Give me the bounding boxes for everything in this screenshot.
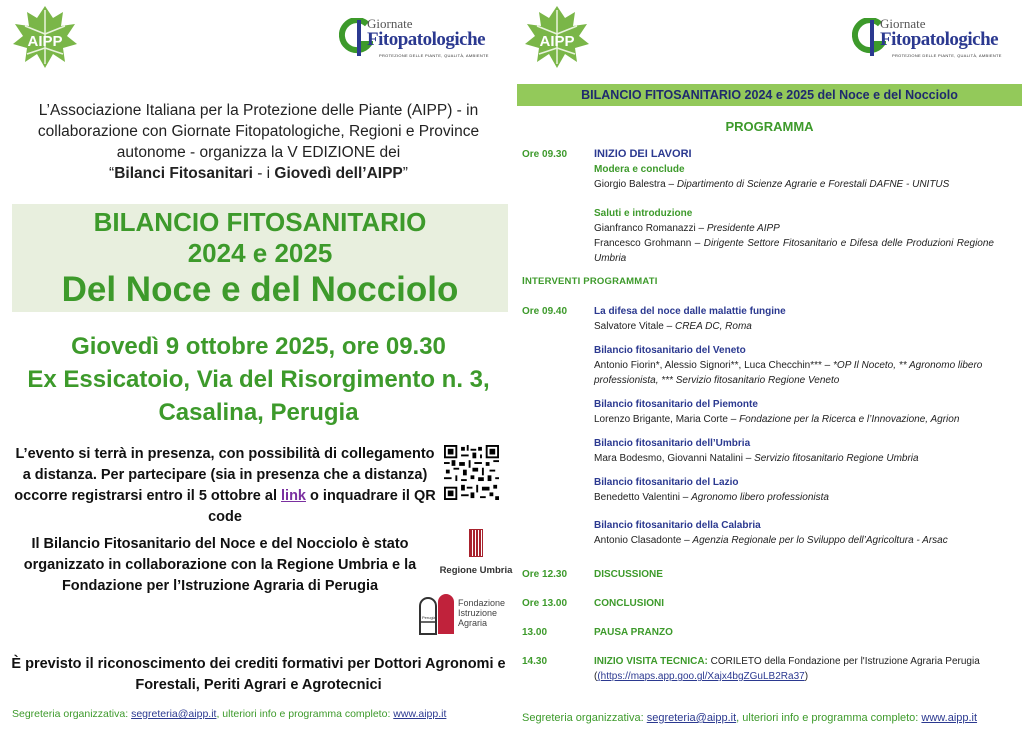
talk-block bbox=[594, 343, 994, 388]
quote-open: “ bbox=[109, 165, 115, 182]
regione-umbria-logo bbox=[436, 529, 516, 579]
gf-logo-tagline-right: PROTEZIONE DELLE PIANTE, QUALITÀ, AMBIENTE bbox=[892, 53, 1002, 58]
gf-logo-tagline: PROTEZIONE DELLE PIANTE, QUALITÀ, AMBIENTE bbox=[379, 53, 489, 58]
visit-text: CORILETO della Fondazione per l'Istruzione Agraria Perugia bbox=[710, 656, 980, 667]
talk-title: La difesa del noce dalle malattie fungine bbox=[594, 306, 786, 317]
talk-title: Bilancio fitosanitario della Calabria bbox=[594, 520, 761, 531]
event-title-line2: 2024 e 2025 bbox=[187, 238, 333, 268]
talk-block bbox=[594, 518, 994, 548]
talk-block bbox=[594, 436, 994, 466]
footer-right-pre: Segreteria organizzativa: bbox=[522, 712, 647, 724]
fondazione-label-line: Agraria bbox=[458, 618, 488, 628]
event-title-box bbox=[12, 204, 508, 312]
series-sep: - i bbox=[252, 165, 275, 182]
greetings-block bbox=[594, 206, 994, 266]
talk-speakers: Benedetto Valentini – Agronomo libero professionista bbox=[594, 492, 829, 503]
intro-line-series bbox=[0, 163, 517, 184]
fondazione-label bbox=[458, 598, 505, 628]
footer-right-site-link[interactable]: www.aipp.it bbox=[921, 712, 978, 724]
lunch-block bbox=[594, 625, 994, 640]
visit-heading: INIZIO VISITA TECNICA: bbox=[594, 656, 711, 667]
footer-left bbox=[12, 708, 446, 720]
aipp-logo bbox=[11, 4, 79, 70]
footer-right-mid: , ulteriori info e programma completo: bbox=[736, 712, 922, 724]
speaker-affiliation: Presidente AIPP bbox=[706, 223, 780, 234]
intro-paragraph bbox=[0, 100, 517, 184]
program-title: PROGRAMMA bbox=[725, 119, 814, 134]
footer-left-mid: , ulteriori info e programma completo: bbox=[216, 708, 394, 720]
registration-text-a: L’evento si terrà in presenza, con possibilità di collegamento a distanza. Per partecipare (sia in presenza che a distanza) occorre registrarsi entro il 5 ottobre al bbox=[14, 446, 435, 504]
greetings-heading: Saluti e introduzione bbox=[594, 208, 693, 219]
conclusions-block bbox=[594, 596, 994, 611]
aipp-logo-text-right: AIPP bbox=[539, 33, 575, 50]
intro-line: L’Associazione Italiana per la Protezione delle Piante (AIPP) - in bbox=[38, 102, 479, 119]
program-banner: BILANCIO FITOSANITARIO 2024 e 2025 del Noce e del Nocciolo bbox=[517, 84, 1022, 106]
time-1300: Ore 13.00 bbox=[522, 598, 568, 609]
regione-umbria-mark-icon bbox=[469, 529, 483, 557]
lunch-heading: PAUSA PRANZO bbox=[594, 627, 673, 638]
aipp-logo-text: AIPP bbox=[27, 33, 63, 50]
footer-left-pre: Segreteria organizzativa: bbox=[12, 708, 132, 720]
speaker-line bbox=[594, 221, 994, 236]
talk-title: Bilancio fitosanitario del Veneto bbox=[594, 345, 746, 356]
time-1300b: 13.00 bbox=[522, 627, 548, 638]
section-heading-interventi: INTERVENTI PROGRAMMATI bbox=[522, 276, 658, 287]
talk-block bbox=[594, 397, 994, 427]
collaboration-text: Il Bilancio Fitosanitario del Noce e del Nocciolo è stato organizzato in collaborazione con la Regione Umbria e la Fondazione per l’Istruzione Agraria di Perugia bbox=[23, 536, 417, 594]
fondazione-label-line: Fondazione bbox=[458, 598, 506, 608]
footer-right-email-link[interactable]: segreteria@aipp.it bbox=[646, 712, 737, 724]
giornate-fitopatologiche-logo bbox=[339, 14, 499, 62]
talk-title: Bilancio fitosanitario del Lazio bbox=[594, 477, 739, 488]
gf-logo-line2: Fitopatologiche bbox=[367, 29, 486, 50]
event-title-line1: BILANCIO FITOSANITARIO bbox=[93, 207, 427, 237]
talk-speakers: Lorenzo Brigante, Maria Corte – Fondazione per la Ricerca e l’Innovazione, Agrion bbox=[594, 414, 960, 425]
gf-logo-line2-right: Fitopatologiche bbox=[880, 29, 999, 50]
talk-title: Bilancio fitosanitario dell’Umbria bbox=[594, 438, 751, 449]
qr-code-icon[interactable] bbox=[444, 445, 499, 500]
time-1230: Ore 12.30 bbox=[522, 569, 568, 580]
regione-umbria-label: Regione Umbria bbox=[439, 565, 513, 576]
fondazione-label-line: Istruzione bbox=[458, 608, 498, 618]
event-title-line3: Del Noce e del Nocciolo bbox=[61, 270, 459, 309]
registration-text-b: o inquadrare il QR code bbox=[208, 488, 436, 525]
fondazione-logo bbox=[416, 590, 516, 640]
visit-map-link[interactable]: (https://maps.app.goo.gl/Xajx4bgZGuLB2Ra37 bbox=[597, 671, 805, 682]
moderator-line bbox=[594, 177, 994, 192]
talk-block bbox=[594, 304, 994, 334]
visit-block bbox=[594, 654, 1014, 684]
opening-heading: INIZIO DEI LAVORI bbox=[594, 148, 692, 160]
time-0940: Ore 09.40 bbox=[522, 306, 568, 317]
registration-link[interactable]: link bbox=[281, 488, 306, 504]
registration-text bbox=[10, 444, 440, 528]
intro-line: autonome - organizza la V EDIZIONE dei bbox=[116, 144, 401, 161]
aipp-logo-right bbox=[523, 4, 591, 70]
giornate-fitopatologiche-logo-right bbox=[852, 14, 1012, 62]
visit-line bbox=[594, 654, 1014, 669]
conclusions-heading: CONCLUSIONI bbox=[594, 598, 664, 609]
intro-line: collaborazione con Giornate Fitopatologiche, Regioni e Province bbox=[37, 123, 480, 140]
series-subtitle: Giovedì dell’AIPP bbox=[274, 165, 403, 182]
quote-close: ” bbox=[402, 165, 408, 182]
event-city: Casalina, Perugia bbox=[158, 399, 359, 426]
time-0930: Ore 09.30 bbox=[522, 149, 568, 160]
footer-left-site-link[interactable]: www.aipp.it bbox=[393, 708, 447, 720]
talk-speakers: Salvatore Vitale – CREA DC, Roma bbox=[594, 321, 752, 332]
event-address: Ex Essicatoio, Via del Risorgimento n. 3, bbox=[27, 366, 490, 393]
speaker-line bbox=[594, 236, 994, 266]
speaker-name: Francesco Grohmann – bbox=[594, 238, 704, 249]
moderator-affiliation: Dipartimento di Scienze Agrarie e Forestali DAFNE - UNITUS bbox=[676, 179, 950, 190]
talk-speakers: Antonio Clasadonte – Agenzia Regionale per lo Sviluppo dell’Agricoltura - Arsac bbox=[594, 535, 948, 546]
speaker-name: Gianfranco Romanazzi – bbox=[594, 223, 707, 234]
talk-speakers: Antonio Fiorin*, Alessio Signori**, Luca Checchin*** – *OP Il Noceto, ** Agronomo libero professionista, *** Servizio fitosanitario Regione Veneto bbox=[594, 360, 983, 386]
event-when-where bbox=[0, 330, 517, 429]
event-date: Giovedì 9 ottobre 2025, ore 09.30 bbox=[71, 333, 446, 360]
series-name: Bilanci Fitosanitari bbox=[114, 165, 253, 182]
talk-speakers: Mara Bodesmo, Giovanni Natalini – Servizio fitosanitario Regione Umbria bbox=[594, 453, 919, 464]
credits-text: È previsto il riconoscimento dei crediti formativi per Dottori Agronomi e Forestali, Periti Agrari e Agrotecnici bbox=[11, 656, 506, 693]
visit-link-line: ((https://maps.app.goo.gl/Xajx4bgZGuLB2Ra37) bbox=[594, 671, 809, 682]
gf-logo-line1: Giornate bbox=[367, 16, 413, 31]
speaker-affiliation: Dirigente Settore Fitosanitario e Difesa delle Produzioni Regione Umbria bbox=[594, 238, 994, 264]
discussion-block bbox=[594, 567, 994, 582]
gf-logo-line1-right: Giornate bbox=[880, 16, 926, 31]
talk-block bbox=[594, 475, 994, 505]
opening-block bbox=[594, 147, 994, 192]
moderator-heading: Modera e conclude bbox=[594, 164, 685, 175]
fondazione-city: Perugia bbox=[422, 615, 436, 620]
moderator-name: Giorgio Balestra – bbox=[594, 179, 677, 190]
discussion-heading: DISCUSSIONE bbox=[594, 569, 663, 580]
footer-left-email-link[interactable]: segreteria@aipp.it bbox=[131, 708, 217, 720]
fondazione-mark-icon bbox=[418, 592, 456, 636]
footer-right bbox=[522, 712, 977, 724]
time-1430: 14.30 bbox=[522, 656, 548, 667]
talk-title: Bilancio fitosanitario del Piemonte bbox=[594, 399, 758, 410]
